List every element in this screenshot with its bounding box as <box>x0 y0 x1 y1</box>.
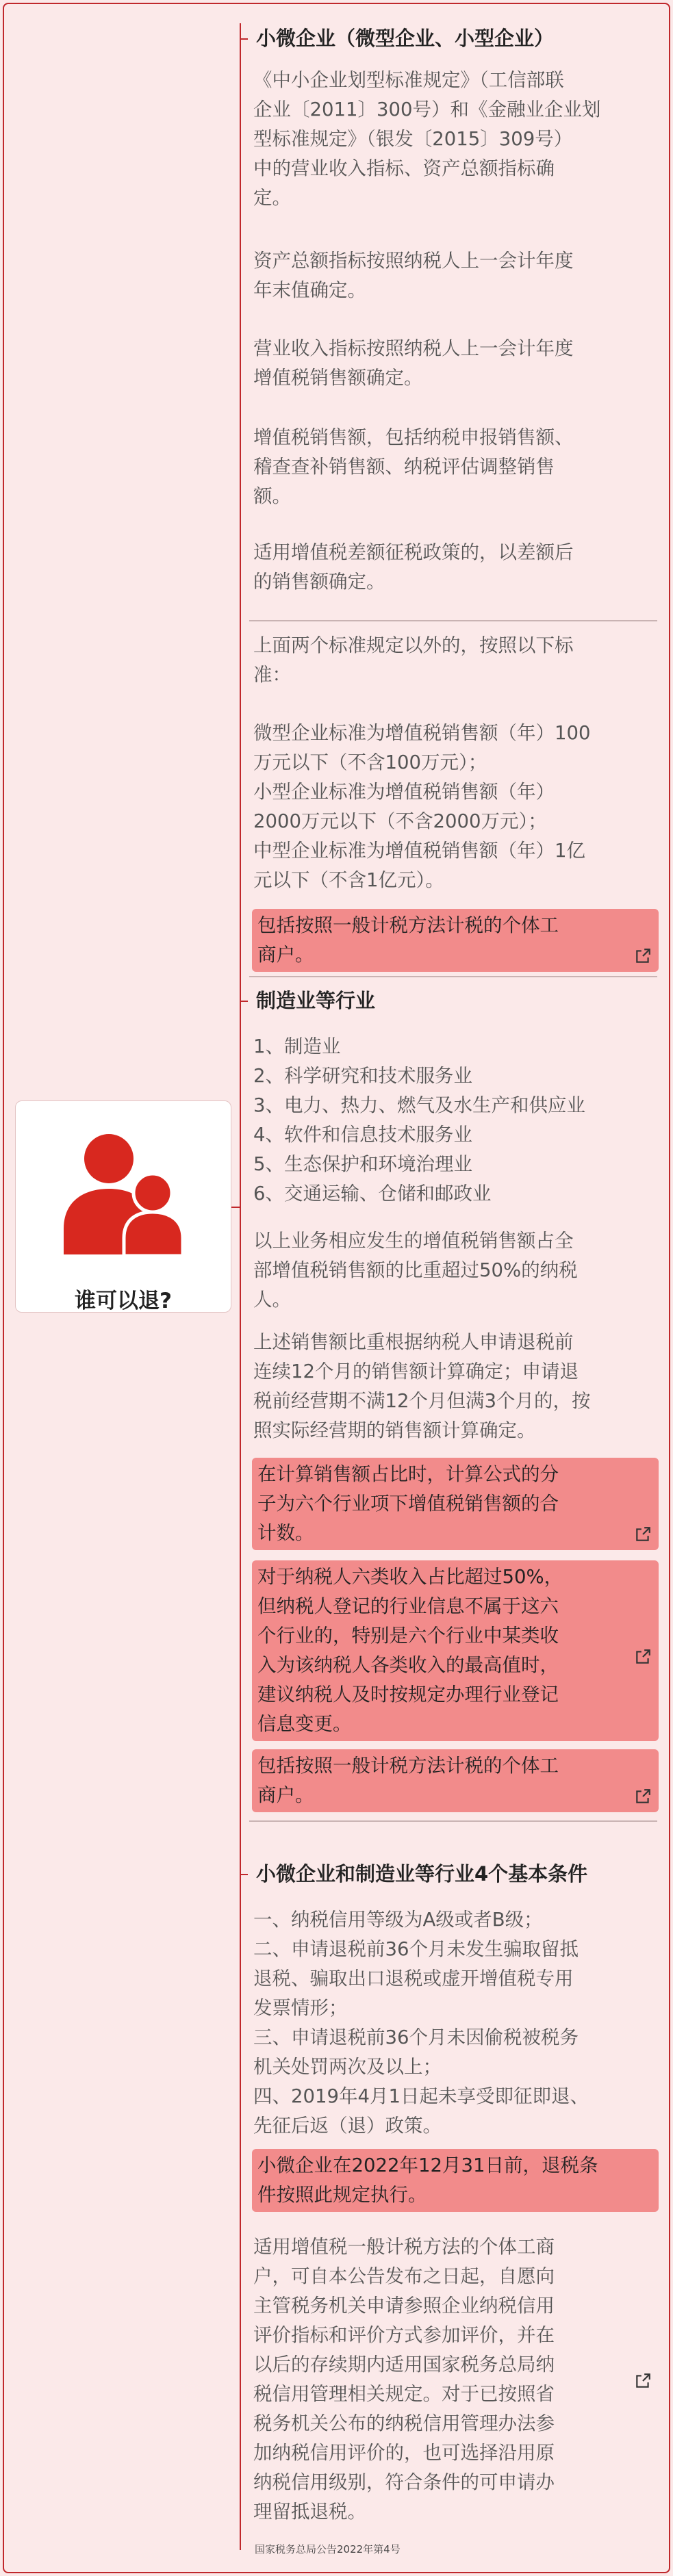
branch-bracket <box>240 23 241 2550</box>
list-item: 一、纳税信用等级为A级或者B级； <box>253 1909 543 1931</box>
other-standard-intro: 上面两个标准规定以外的，按照以下标 准： <box>253 634 574 686</box>
vat-sales-text: 增值税销售额，包括纳税申报销售额、 稽查查补销售额、纳税评估调整销售 额。 <box>253 426 574 507</box>
source-footnote: 国家税务总局公告2022年第4号 <box>255 2543 401 2555</box>
section-title-manufacturing: 制造业等行业 <box>256 989 376 1012</box>
external-link-icon[interactable] <box>634 947 652 965</box>
list-item: 退税、骗取出口退税或虚开增值税专用 <box>253 1968 574 1989</box>
external-link-icon[interactable] <box>634 2372 652 2390</box>
section-title-small-micro: 小微企业（微型企业、小型企业） <box>256 27 555 50</box>
list-item: 2、科学研究和技术服务业 <box>253 1065 472 1087</box>
list-item: 发票情形； <box>253 1997 348 2019</box>
external-link-icon[interactable] <box>634 1788 652 1805</box>
list-item: 二、申请退税前36个月未发生骗取留抵 <box>253 1938 579 1960</box>
list-item: 1、制造业 <box>253 1035 341 1057</box>
differential-tax-text: 适用增值税差额征税政策的，以差额后 的销售额确定。 <box>253 541 574 593</box>
branch-tick <box>240 1001 248 1002</box>
ratio-calc-text: 上述销售额比重根据纳税人申请退税前 连续12个月的销售额计算确定；申请退 税前经营期不满12个月但满3个月的，按 照实际经营期的销售额计算确定。 <box>253 1331 591 1441</box>
divider <box>249 1820 657 1822</box>
divider <box>249 620 657 621</box>
divider <box>249 976 657 977</box>
individual-business-credit-text: 适用增值税一般计税方法的个体工商 户，可自本公告发布之日起，自愿向 主管税务机关申请参照企业纳税信用 评价指标和评价方式参加评价，并在 以后的存续期内适用国家税务总局纳 税信用管理相关规定。对于已按照省 税务机关公布的纳税信用管理办法参 加纳税信用评价的，也可选择沿用原 纳税信用级别，符合条件的可申请办 理留抵退税。 <box>253 2236 555 2523</box>
root-node[interactable] <box>15 1100 231 1313</box>
list-item: 四、2019年4月1日起未享受即征即退、 <box>253 2085 589 2107</box>
list-item: 4、软件和信息技术服务业 <box>253 1124 472 1146</box>
list-item: 机关处罚两次及以上； <box>253 2056 442 2078</box>
note-formula[interactable]: 在计算销售额占比时，计算公式的分 子为六个行业项下增值税销售额的合 计数。 <box>252 1458 659 1550</box>
industry-list <box>253 1032 657 1209</box>
section-title-conditions: 小微企业和制造业等行业4个基本条件 <box>256 1862 588 1885</box>
external-link-icon[interactable] <box>634 1648 652 1666</box>
enterprise-size-standards: 微型企业标准为增值税销售额（年）100 万元以下（不含100万元）； 小型企业标准为增值税销售额（年） 2000万元以下（不含2000万元）； 中型企业标准为增值税销售额（年）1亿 元以下（不含1亿元）。 <box>253 722 591 891</box>
note-individual-business[interactable]: 包括按照一般计税方法计税的个体工 商户。 <box>252 909 659 972</box>
conditions-list <box>253 1905 657 2141</box>
external-link-icon[interactable] <box>634 1525 652 1543</box>
note-individual-business[interactable]: 包括按照一般计税方法计税的个体工 商户。 <box>252 1749 659 1812</box>
branch-tick <box>240 1874 248 1875</box>
list-item: 5、生态保护和环境治理业 <box>253 1153 472 1175</box>
list-item: 6、交通运输、仓储和邮政业 <box>253 1183 492 1205</box>
ratio-text: 以上业务相应发生的增值税销售额占全 部增值税销售额的比重超过50%的纳税 人。 <box>253 1230 578 1311</box>
note-deadline[interactable]: 小微企业在2022年12月31日前，退税条 件按照此规定执行。 <box>252 2149 659 2212</box>
branch-tick <box>240 38 248 40</box>
assets-text: 资产总额指标按照纳税人上一会计年度 年末值确定。 <box>253 250 574 301</box>
list-item: 3、电力、热力、燃气及水生产和供应业 <box>253 1094 585 1116</box>
root-label: 谁可以退? <box>75 1289 172 1313</box>
people-icon <box>58 1126 188 1263</box>
note-industry-change[interactable]: 对于纳税人六类收入占比超过50%， 但纳税人登记的行业信息不属于这六 个行业的，特别是六个行业中某类收 入为该纳税人各类收入的最高值时， 建议纳税人及时按规定办理行业登记 信息变更。 <box>252 1560 659 1741</box>
list-item: 三、申请退税前36个月未因偷税被税务 <box>253 2026 579 2048</box>
root-connector <box>231 1207 240 1208</box>
revenue-text: 营业收入指标按照纳税人上一会计年度 增值税销售额确定。 <box>253 337 574 389</box>
list-item: 先征后返（退）政策。 <box>253 2115 442 2137</box>
small-micro-standard-text: 《中小企业划型标准规定》（工信部联 企业〔2011〕300号）和《金融业企业划 型标准规定》（银发〔2015〕309号） 中的营业收入指标、资产总额指标确 定。 <box>253 69 601 209</box>
